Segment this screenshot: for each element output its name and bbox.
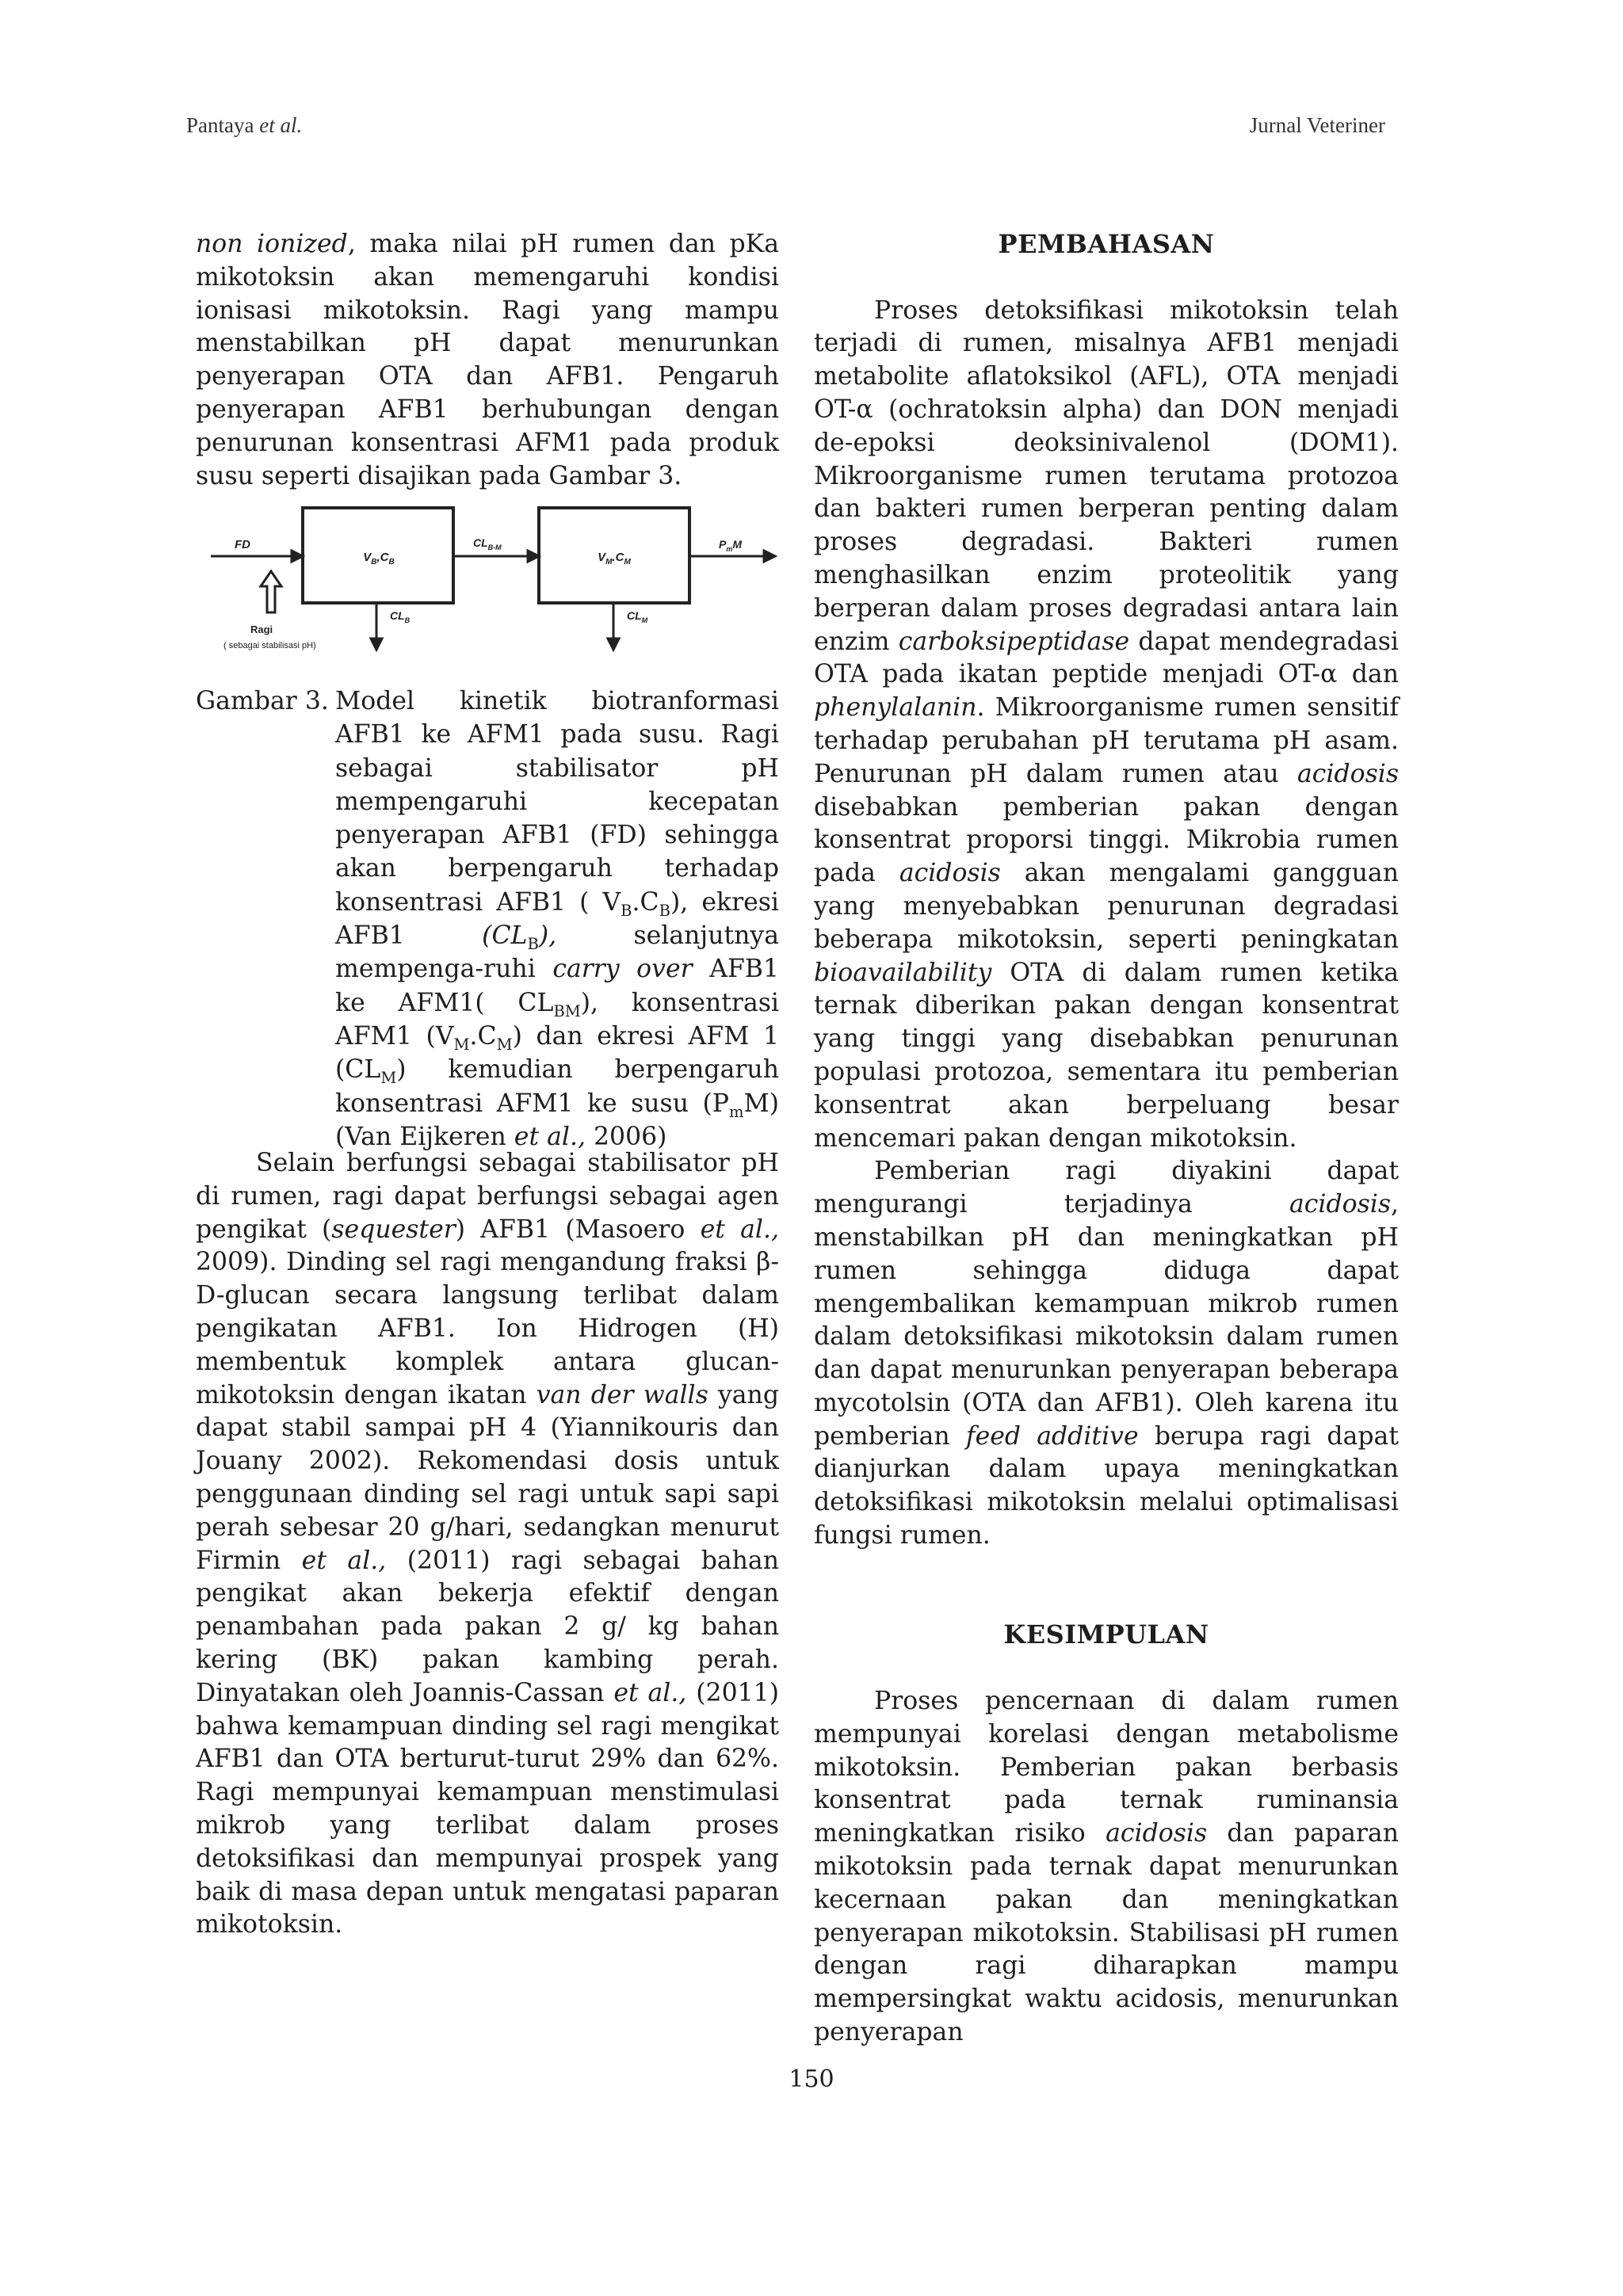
arrow-fd-head xyxy=(292,551,303,562)
caption-label: Gambar 3. xyxy=(196,687,329,715)
right-paragraph-3: Proses pencernaan di dalam rumen mempunyai korelasi dengan metabolisme mikotoksin. Pemberian pakan berbasis konsentrat pada ternak ruminansia meningkatkan risiko acidosis dan paparan mikotoksin pada ternak dapat menurunkan kecernaan pakan dan meningkatkan penyerapan mikotoksin. Stabilisasi pH rumen dengan ragi diharapkan mampu mempersingkat waktu acidosis, menurunkan penyerapan xyxy=(814,1687,1399,2047)
heading-kesimpulan: KESIMPULAN xyxy=(1003,1619,1209,1650)
heading-pembahasan: PEMBAHASAN xyxy=(998,229,1215,259)
left-paragraph-2: Selain berfungsi sebagai stabilisator pH di rumen, ragi dapat berfungsi sebagai agen pengikat (sequester) AFB1 (Masoero et al., 2009). Dinding sel ragi mengandung fraksi β-D-glucan secara langsung terlibat dalam pengikatan AFB1. Ion Hidrogen (H) membentuk komplek antara glucan-mikotoksin dengan ikatan van der walls yang dapat stabil sampai pH 4 (Yiannikouris dan Jouany 2002). Rekomendasi dosis untuk penggunaan dinding sel ragi untuk sapi sapi perah sebesar 20 g/hari, sedangkan menurut Firmin et al., (2011) ragi sebagai bahan pengikat akan bekerja efektif dengan penambahan pada pakan 2 g/ kg bahan kering (BK) pakan kambing perah. Dinyatakan oleh Joannis-Cassan et al., (2011) bahwa kemampuan dinding sel ragi mengikat AFB1 dan OTA berturut-turut 29% dan 62%. Ragi mempunyai kemampuan menstimulasi mikrob yang terlibat dalam proses detoksifikasi dan mempunyai prospek yang baik di masa depan untuk mengatasi paparan mikotoksin. xyxy=(196,1149,780,1939)
left-column-bottom xyxy=(196,1147,779,1942)
label-pm: $P_mM$ xyxy=(719,538,743,553)
label-ragi: Ragi xyxy=(250,624,273,635)
figure-caption xyxy=(196,685,779,1154)
figure-kinetic-model xyxy=(208,496,778,686)
label-box2: $V_M.C_M$ xyxy=(598,551,631,566)
right-column xyxy=(814,228,1399,2050)
arrow-milk-head xyxy=(764,551,775,562)
label-clb: $CL_B$ xyxy=(390,609,411,624)
left-p1-text: , maka nilai pH rumen dan pKa mikotoksin akan memengaruhi kondisi ionisasi mikotoksin. Ragi yang mampu menstabilkan pH dapat menurunkan penyerapan OTA dan AFB1. Pengaruh penyerapan AFB1 berhubungan dengan penurunan konsentrasi AFM1 pada produk susu seperti disajikan pada Gambar 3. xyxy=(196,230,779,490)
arrow-clm-head xyxy=(608,639,619,650)
author-name: Pantaya xyxy=(186,113,254,137)
author-etal: et al. xyxy=(259,113,303,137)
label-clm: $CL_M$ xyxy=(627,609,648,624)
label-clbm: $CL_{B-M}$ xyxy=(473,536,502,551)
caption-body: Model kinetik biotranformasi AFB1 ke AFM1 pada susu. Ragi sebagai stabilisator pH mempengaruhi kecepatan penyerapan AFB1 (FD) sehingga akan berpengaruh terhadap konsentrasi AFB1 ( $V_B.C_B$), ekresi AFB1 $(CL_B)$, selanjutnya mempenga-ruhi carry over AFB1 ke AFM1( $CL_{BM}$), konsentrasi AFM1 $(V_M.C_M)$ dan ekresi AFM 1 $(CL_M)$ kemudian berpengaruh konsentrasi AFM1 ke susu $(P_mM)$ (Van Eijkeren et al., 2006) xyxy=(335,687,780,1151)
label-ragi-note: ( sebagai stabilisasi pH) xyxy=(223,641,316,650)
running-header-author xyxy=(186,113,302,138)
hollow-arrow-ragi xyxy=(261,571,281,612)
label-box1: $V_B,C_B$ xyxy=(363,551,395,566)
right-paragraph-1: Proses detoksifikasi mikotoksin telah terjadi di rumen, misalnya AFB1 menjadi metabolite aflatoksikol (AFL), OTA menjadi OT-α (ochratoksin alpha) dan DON menjadi de-epoksi deoksinivalenol (DOM1). Mikroorganisme rumen terutama protozoa dan bakteri rumen berperan penting dalam proses degradasi. Bakteri rumen menghasilkan enzim proteolitik yang berperan dalam proses degradasi antara lain enzim carboksipeptidase dapat mendegradasi OTA pada ikatan peptide menjadi OT-α dan phenylalanin. Mikroorganisme rumen sensitif terhadap perubahan pH terutama pH asam. Penurunan pH dalam rumen atau acidosis disebabkan pemberian pakan dengan konsentrat proporsi tinggi. Mikrobia rumen pada acidosis akan mengalami gangguan yang menyebabkan penurunan degradasi beberapa mikotoksin, seperti peningkatan bioavailability OTA di dalam rumen ketika ternak diberikan pakan dengan konsentrat yang tinggi yang disebabkan penurunan populasi protozoa, sementara itu pemberian konsentrat akan berpeluang besar mencemari pakan dengan mikotoksin. xyxy=(814,296,1399,1153)
label-fd: FD xyxy=(235,538,250,551)
left-paragraph-1 xyxy=(196,228,779,493)
page-number: 150 xyxy=(789,2065,834,2093)
left-column-top xyxy=(196,228,779,493)
left-p1-italic: non ionized xyxy=(196,230,348,258)
arrow-clb-head xyxy=(371,639,382,650)
running-header-journal: Jurnal Veteriner xyxy=(1249,113,1385,137)
arrow-transfer-head xyxy=(528,551,539,562)
right-paragraph-2: Pemberian ragi diyakini dapat mengurangi terjadinya acidosis, menstabilkan pH dan meningkatkan pH rumen sehingga diduga dapat mengembalikan kemampuan mikrob rumen dalam detoksifikasi mikotoksin dalam rumen dan dapat menurunkan penyerapan beberapa mycotolsin (OTA dan AFB1). Oleh karena itu pemberian feed additive berupa ragi dapat dianjurkan dalam upaya meningkatkan detoksifikasi mikotoksin melalui optimalisasi fungsi rumen. xyxy=(814,1157,1399,1550)
